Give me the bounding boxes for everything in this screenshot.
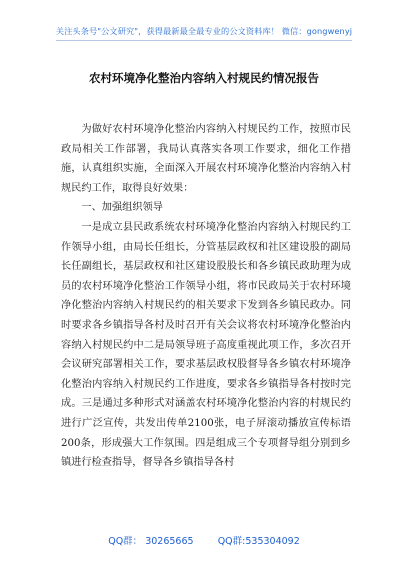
section-paragraph: 一是成立县民政系统农村环境净化整治内容纳入村规民约工作领导小组，由局长任组长，分管基层政权和社区建设股的副局长任副组长，基层政权和社区建设股股长和各乡镇民政助理为成员的农村环境净化整治工作领导小组，将市民政局关于农村环境净化整治内容纳入村规民约的相关要求下发到各乡镇民政办。同时要求各乡镇指导各村及时召开有关会议将农村环境净化整治内容纳入村规民约中二是局领导班子高度重视此项工作，多次召开会议研究部署相关工作，要求基层政权股督导各乡镇农村环境净化整治内容纳入村规民约工作进度，要求各乡镇指导各村按时完成。三是通过多种形式对涵盖农村环境净化整治内容的村规民约进行广泛宣传，共发出传单2100张，电子屏滚动播放宣传标语200条，形成强大工作氛围。四是组成三个专项督导组分别到乡镇进行检查指导，督导各乡镇指导各村 (61, 221, 351, 469)
header-divider (56, 40, 352, 41)
intro-paragraph: 为做好农村环境净化整治内容纳入村规民约工作，按照市民政局相关工作部署，我局认真落实各项工作要求，细化工作措施，认真组织实施，全面深入开展农村环境净化整治内容纳入村规民约工作，取得良好效果： (61, 124, 351, 194)
header-banner: 关注头条号"公文研究"，获得最新最全最专业的公文资料库！ 微信：gongwenyj (55, 26, 353, 36)
document-body (61, 120, 351, 473)
document-title: 农村环境净化整治内容纳入村规民约情况报告 (89, 71, 319, 85)
section-heading: 一、加强组织领导 (81, 202, 163, 214)
footer-contact: QQ群： 30265665 QQ群:535304092 (108, 536, 300, 547)
